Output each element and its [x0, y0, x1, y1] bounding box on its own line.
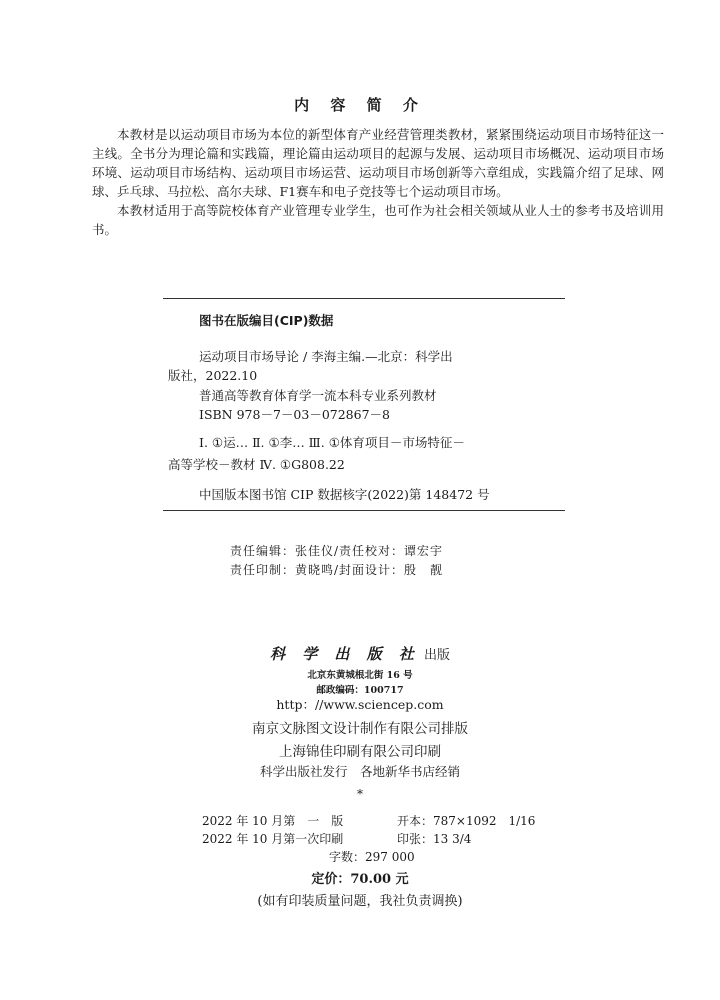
distribution: 科学出版社发行 各地新华书店经销 [259, 764, 460, 779]
cip-line: 运动项目市场导论 / 李海主编.—北京：科学出 [199, 349, 453, 364]
publisher-postcode: 邮政编码：100717 [316, 685, 404, 696]
cip-line: 版社，2022.10 [168, 368, 258, 383]
publisher-suffix: 出版 [424, 648, 451, 663]
intro-paragraph: 本教材是以运动项目市场为本位的新型体育产业经营管理类教材，紧紧围绕运动项目市场特征这一主线。全书分为理论篇和实践篇，理论篇由运动项目的起源与发展、运动项目市场概况、运动项目市场环境、运动项目市场结构、运动项目市场运营、运动项目市场创新等六章组成，实践篇介绍了足球、网球、乒乓球、马拉松、高尔夫球、F1赛车和电子竞技等七个运动项目市场。 [92, 127, 664, 199]
divider [163, 510, 565, 511]
typesetter: 南京文脉图文设计制作有限公司排版 [252, 721, 468, 737]
publisher-address: 北京东黄城根北街 16 号 [307, 670, 413, 681]
divider [163, 298, 565, 299]
sheets-info: 印张：13 3/4 [397, 832, 472, 846]
cip-line: Ⅰ. ①运… Ⅱ. ①李… Ⅲ. ①体育项目－市场特征－ [199, 435, 465, 450]
quality-notice: (如有印装质量问题，我社负责调换) [257, 894, 463, 909]
publisher-website: http：//www.sciencep.com [276, 697, 444, 712]
intro-paragraph: 本教材适用于高等院校体育产业管理专业学生，也可作为社会相关领域从业人士的参考书及培训用书。 [92, 203, 664, 237]
edition-info: 2022 年 10 月第 一 版 [202, 814, 344, 828]
cip-heading: 图书在版编目(CIP)数据 [199, 313, 334, 328]
editor-credits: 责任编辑：张佳仪/责任校对：谭宏宇 [230, 544, 444, 558]
page-title: 内 容 简 介 [294, 96, 426, 114]
publisher-logo: 科 学 出 版 社 [269, 645, 420, 663]
cip-record: 中国版本图书馆 CIP 数据核字(2022)第 148472 号 [199, 487, 490, 502]
format-info: 开本：787×1092 1/16 [397, 814, 536, 828]
introduction [92, 125, 664, 239]
word-count: 字数：297 000 [329, 850, 415, 864]
separator: * [357, 787, 363, 801]
printing-info: 2022 年 10 月第一次印刷 [202, 832, 344, 846]
cip-isbn: ISBN 978－7－03－072867－8 [199, 407, 390, 422]
cip-line: 普通高等教育体育学一流本科专业系列教材 [199, 388, 437, 403]
cip-line: 高等学校－教材 Ⅳ. ①G808.22 [168, 457, 345, 472]
publisher-line [0, 643, 720, 664]
price: 定价：70.00 元 [311, 872, 409, 887]
production-credits: 责任印制：黄晓鸣/封面设计：殷 靓 [230, 563, 444, 577]
printer: 上海锦佳印刷有限公司印刷 [279, 744, 441, 760]
